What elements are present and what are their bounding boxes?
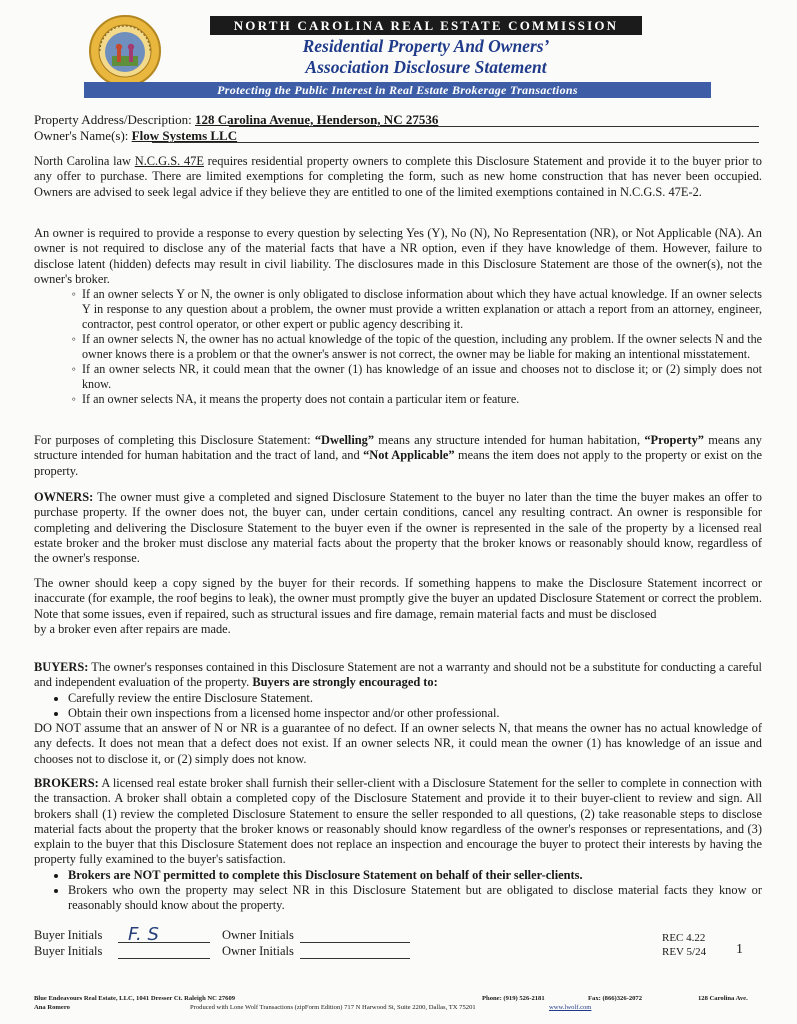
- owners-copy-paragraph: The owner should keep a copy signed by the buyer for their records. If something happens to make the Disclosure Statement incorrect or inaccurate (for example, the roof begins to leak), the owner must promptly give the buyer an updated Disclosure Statement or correct the problem. Note that some issues, even if repaired, such as structural issues and fire damage, remain material facts and must be disclosed: [34, 576, 762, 621]
- title-line-1: Residential Property And Owners’: [302, 36, 550, 56]
- brokers-heading: BROKERS:: [34, 776, 99, 790]
- buyers-paragraph: BUYERS: The owner's responses contained in this Disclosure Statement are not a warranty and should not be a substitute for conducting a careful and independent evaluation of the property. Buyers are strongly encouraged to:: [34, 660, 762, 690]
- footer-produced-by: Produced with Lone Wolf Transactions (zipForm Edition) 717 N Harwood St, Suite 2200, Dallas, TX 75201: [190, 1004, 476, 1011]
- intro-paragraph-2: An owner is required to provide a response to every question by selecting Yes (Y), No (N), No Representation (NR), or Not Applicable (NA). An owner is not required to disclose any of the material facts that have a NR option, even if they have knowledge of them. However, failure to disclose latent (hidden) defects may result in civil liability. The disclosures made in this Disclosure Statement are those of the owner(s), not the owner's broker.: [34, 226, 762, 286]
- broker-rules-list: [34, 868, 762, 914]
- nc-real-estate-commission-seal: [88, 14, 162, 88]
- footer-property: 128 Carolina Ave.: [698, 995, 748, 1002]
- intro-paragraph-1: North Carolina law N.C.G.S. 47E requires residential property owners to complete this Disclosure Statement and provide it to the buyer prior to any offer to purchase. There are limited exemptions for completing the form, such as new home construction that has never been occupied. Owners are advised to seek legal advice if they believe they are entitled to one of the limited exemptions contained in N.C.G.S. 47E-2.: [34, 154, 762, 199]
- footer-website-link[interactable]: www.lwolf.com: [549, 1004, 592, 1011]
- form-rev-date: REV 5/24: [662, 946, 707, 958]
- owner-response-list: [34, 287, 762, 407]
- footer-phone: Phone: (919) 526-2181: [482, 995, 545, 1002]
- address-underline: [229, 126, 759, 127]
- intro-section: [34, 154, 762, 200]
- owners-paragraph: OWNERS: The owner must give a completed and signed Disclosure Statement to the buyer no later than the time the buyer makes an offer to purchase property. If the owner does not, the buyer can, under certain conditions, cancel any resulting contract. An owner is responsible for completing and delivering the Disclosure Statement to the buyer even if the owner is represented in the sale of the property by a licensed real estate broker and the broker must disclose any material facts about the property that the broker knows or reasonably should know, regardless of the owner's response.: [34, 490, 762, 566]
- definitions-section: [34, 433, 762, 479]
- response-instructions: [34, 226, 762, 407]
- list-item: ◦ If an owner selects Y or N, the owner is only obligated to disclose information about which they have actual knowledge. If an owner selects Y in response to any question about a problem, the owner must provide a written explanation or attach a report from an attorney, engineer, contractor, pest control operator, or other expert or public agency describing it.: [82, 287, 762, 332]
- owner-underline: [152, 142, 759, 143]
- owners-copy-section: [34, 576, 762, 637]
- owner-name-value: Flow Systems LLC: [131, 128, 238, 143]
- title-line-2: Association Disclosure Statement: [305, 57, 547, 77]
- definitions-paragraph: For purposes of completing this Disclosure Statement: “Dwelling” means any structure intended for human habitation, “Property” means any structure intended for human habitation and the tract of land, and “Not Applicable” means the item does not apply to the property or exist on the property.: [34, 433, 762, 478]
- owners-copy-paragraph-2: by a broker even after repairs are made.: [34, 621, 231, 636]
- buyers-heading: BUYERS:: [34, 660, 89, 674]
- owner-initials-line-2[interactable]: [300, 958, 410, 959]
- list-item: ◦ If an owner selects NA, it means the property does not contain a particular item or feature.: [82, 392, 762, 407]
- buyer-initials-label-1: Buyer Initials: [34, 928, 103, 942]
- owner-initials-label-1: Owner Initials: [222, 928, 294, 942]
- footer-brokerage: Blue Endeavours Real Estate, LLC, 1041 Dresser Ct. Raleigh NC 27609: [34, 995, 236, 1002]
- footer-agent: Ana Romero: [34, 1004, 70, 1011]
- list-item: ◦ If an owner selects NR, it could mean that the owner (1) has knowledge of an issue and chooses not to disclose it; or (2) simply does not know.: [82, 362, 762, 392]
- list-item: • Brokers are NOT permitted to complete this Disclosure Statement on behalf of their seller-clients.: [68, 868, 762, 883]
- buyer-initials-label-2: Buyer Initials: [34, 944, 103, 958]
- document-title: [210, 36, 642, 78]
- buyer-initials-line-2[interactable]: [118, 958, 210, 959]
- owners-section: [34, 490, 762, 566]
- statute-reference: N.C.G.S. 47E: [134, 154, 204, 168]
- list-item: • Carefully review the entire Disclosure Statement.: [68, 691, 762, 706]
- list-item: • Brokers who own the property may select NR in this Disclosure Statement but are obligated to disclose material facts they know or reasonably should know about the property.: [68, 883, 762, 914]
- owner-initials-line-1[interactable]: [300, 942, 410, 943]
- tagline-bar: Protecting the Public Interest in Real Estate Brokerage Transactions: [84, 82, 711, 98]
- owner-name-label: Owner's Name(s):: [34, 128, 129, 143]
- buyer-initials-signature: F. S: [128, 924, 159, 945]
- buyers-section: [34, 660, 762, 767]
- buyers-note: DO NOT assume that an answer of N or NR is a guarantee of no defect. If an owner selects N, that means the owner has no actual knowledge of any defects. It does not mean that a defect does not exist. If an owner selects NR, it could mean the owner (1) has knowledge of an issue and chooses not to disclose it, or (2) simply does not know.: [34, 721, 762, 766]
- owners-heading: OWNERS:: [34, 490, 94, 504]
- list-item: ◦ If an owner selects N, the owner has no actual knowledge of the topic of the question, including any problem. If the owner selects N and the owner knows there is a problem or that the owner's answer is not correct, the owner may be liable for making an intentional misstatement.: [82, 332, 762, 362]
- brokers-paragraph: BROKERS: A licensed real estate broker shall furnish their seller-client with a Disclosure Statement for the seller to complete in connection with the transaction. A broker shall obtain a completed copy of the Disclosure Statement and provide it to their buyer-client to review and sign. All brokers shall (1) review the completed Disclosure Statement to ensure the seller responded to all questions, (2) take reasonable steps to disclose material facts about the property that the broker knows or reasonably should know regardless of the owner's responses or representations, and (3) explain to the buyer that this Disclosure Statement does not replace an inspection and encourage the buyer to protect their interests by having the property fully examined to the buyer's satisfaction.: [34, 776, 762, 867]
- footer-fax: Fax: (866)326-2072: [588, 995, 643, 1002]
- buyer-recommendation-list: [34, 691, 762, 722]
- form-rec-number: REC 4.22: [662, 932, 706, 944]
- property-address-label: Property Address/Description:: [34, 112, 192, 127]
- commission-banner: NORTH CAROLINA REAL ESTATE COMMISSION: [210, 16, 642, 35]
- list-item: • Obtain their own inspections from a licensed home inspector and/or other professional.: [68, 706, 762, 721]
- owner-initials-label-2: Owner Initials: [222, 944, 294, 958]
- property-address-value: 128 Carolina Avenue, Henderson, NC 27536: [195, 112, 439, 127]
- page-number: 1: [736, 942, 743, 957]
- brokers-section: [34, 776, 762, 914]
